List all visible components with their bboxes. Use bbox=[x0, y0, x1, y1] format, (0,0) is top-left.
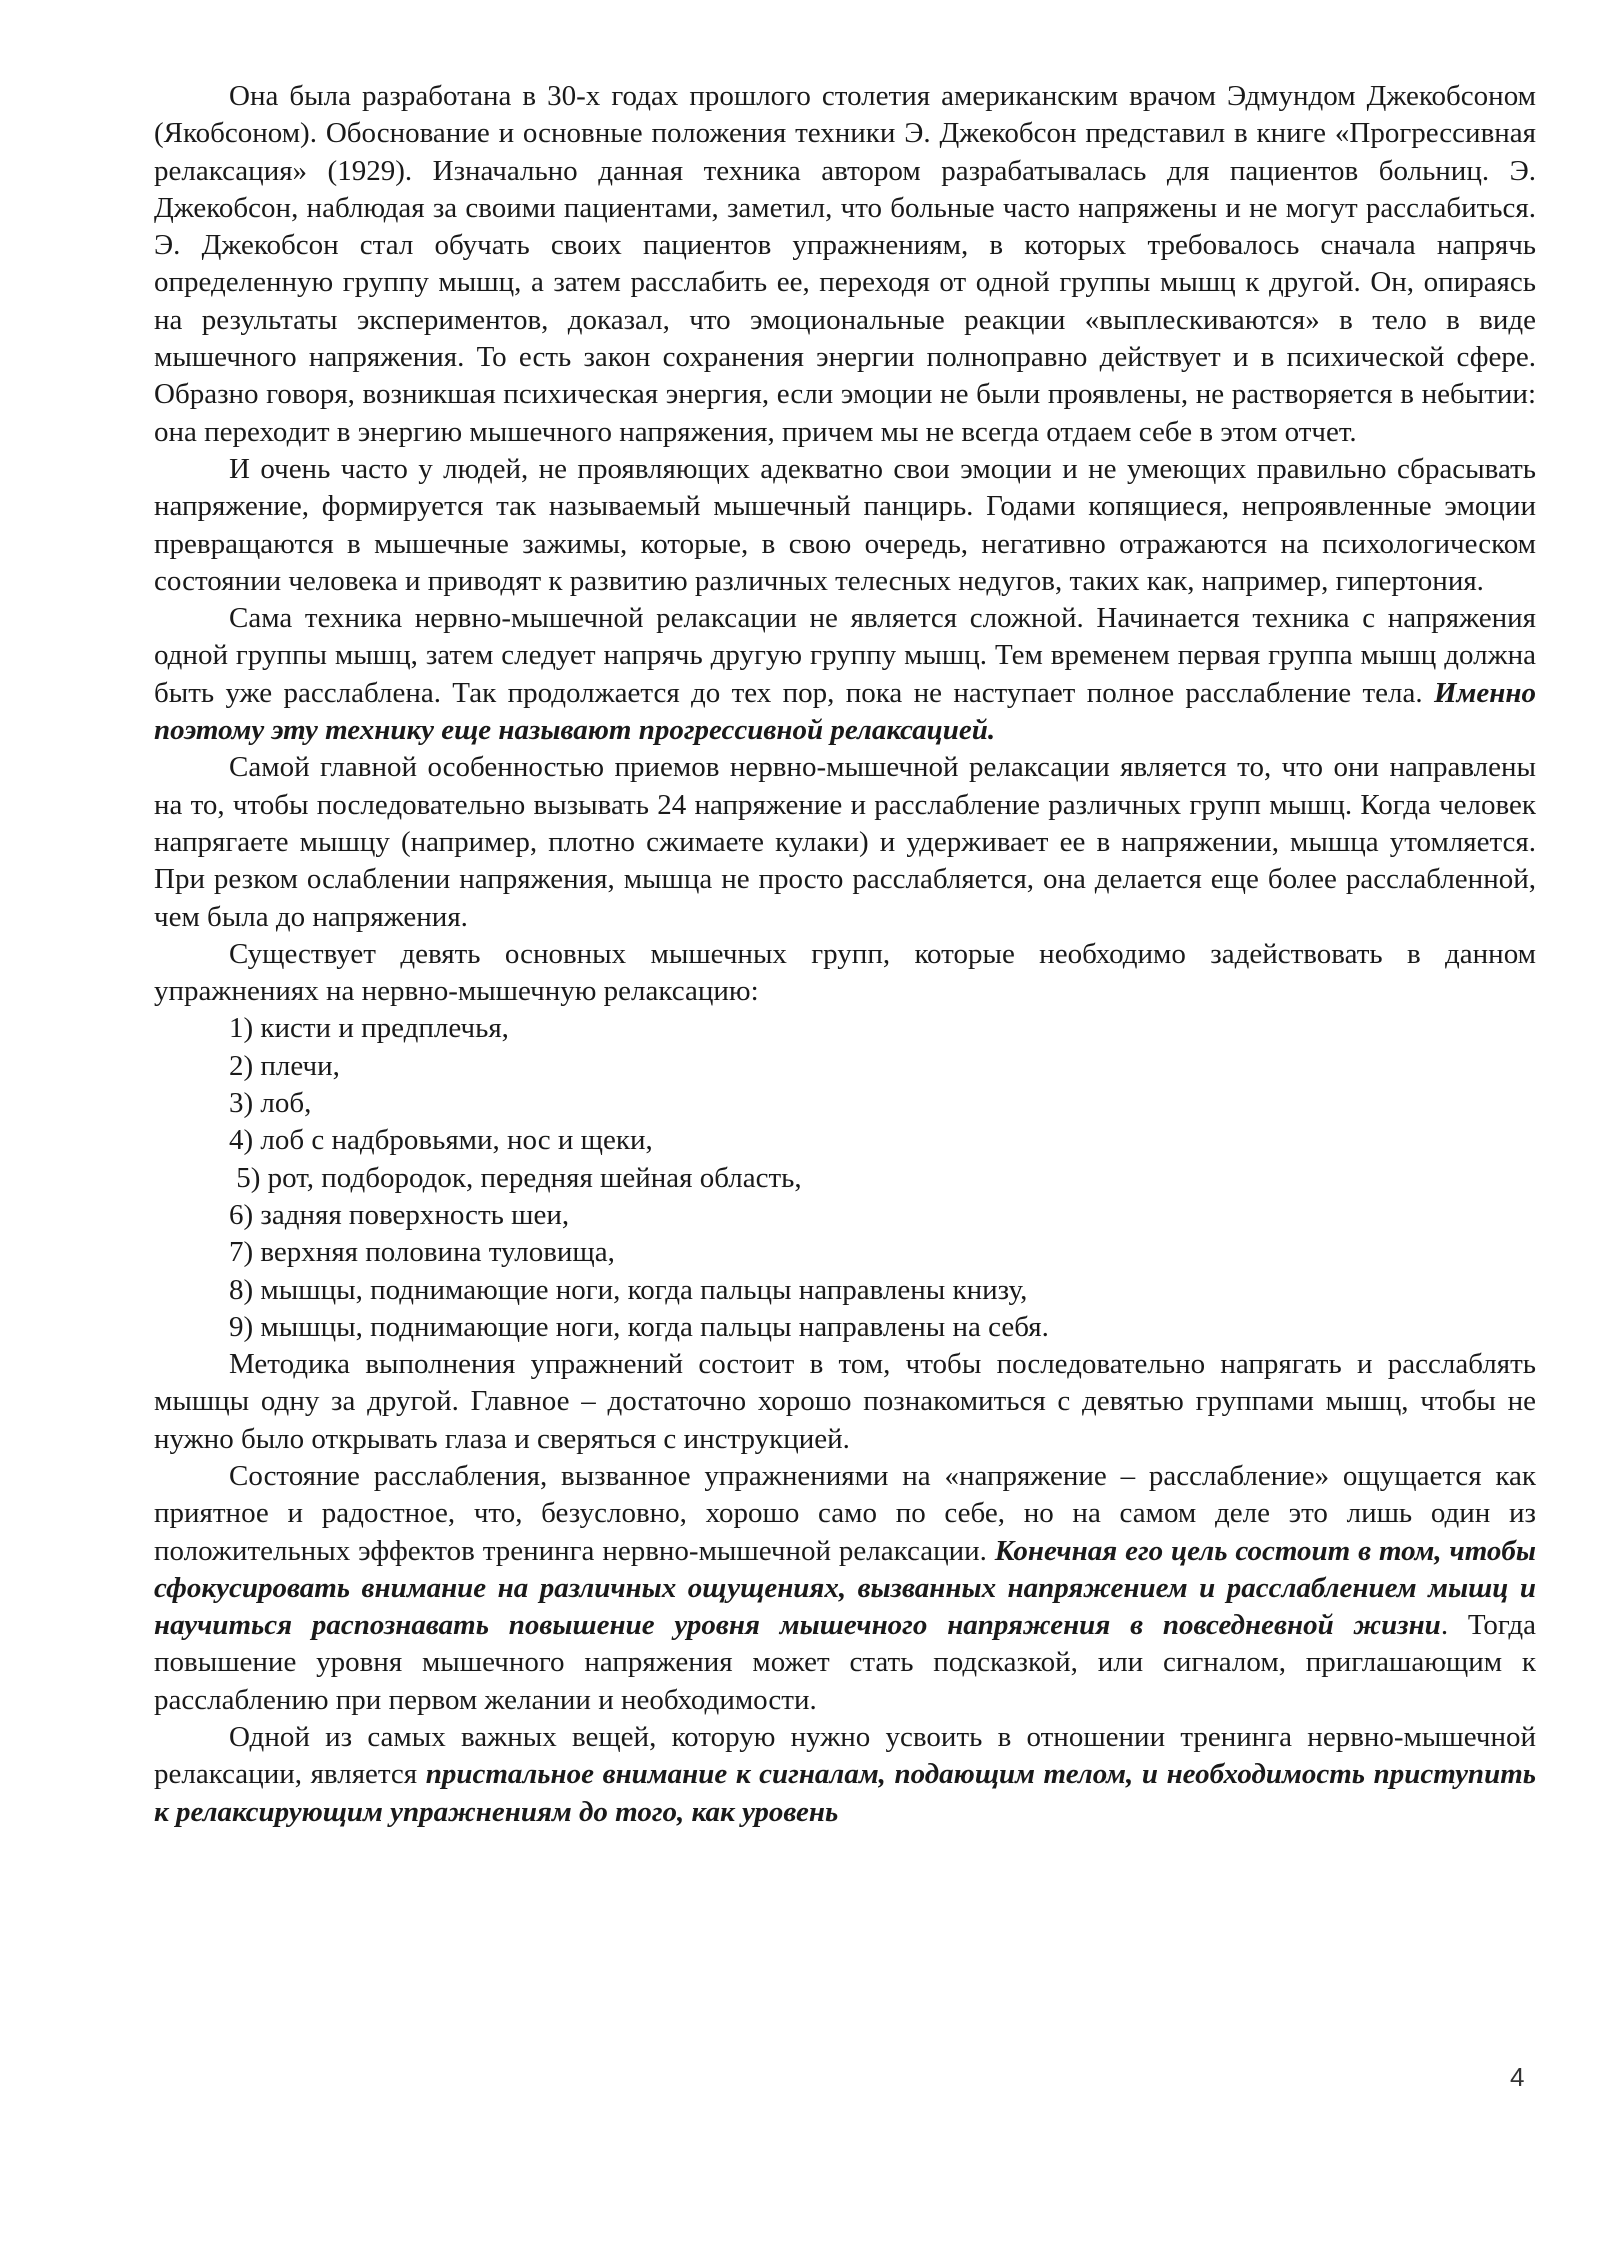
paragraph-method bbox=[154, 1346, 1536, 1458]
paragraph-nine-groups-intro bbox=[154, 936, 1536, 1011]
list-item: 4) лоб с надбровьями, нос и щеки, bbox=[229, 1124, 653, 1157]
paragraph-text: Методика выполнения упражнений состоит в том, чтобы последовательно напрягать и расслаблять мышцы одну за другой. Главное – достаточно хорошо познакомиться с девятью группами мышц, чтобы не нужно было открывать глаза и сверяться с инструкцией. bbox=[154, 1348, 1536, 1455]
list-item: 2) плечи, bbox=[229, 1049, 340, 1082]
paragraph-text: Самой главной особенностью приемов нервно-мышечной релаксации является то, что они направлены на то, чтобы последовательно вызывать 24 напряжение и расслабление различных групп мышц. Когда человек напрягаете мышцу (например, плотно сжимаете кулаки) и удерживает ее в напряжении, мышца утомляется. При резком ослаблении напряжения, мышца не просто расслабляется, она делается еще более расслабленной, чем была до напряжения. bbox=[154, 751, 1536, 933]
emphasized-text: пристальное внимание к сигналам, подающим телом, и необходимость приступить к релаксирующим упражнениям до того, как уровень bbox=[154, 1758, 1537, 1828]
paragraph-text: Одной из самых важных вещей, которую нужно усвоить в отношении тренинга нервно-мышечной релаксации, является bbox=[154, 1721, 1536, 1791]
list-item: 6) задняя поверхность шеи, bbox=[229, 1198, 570, 1231]
paragraph-text: Она была разработана в 30-х годах прошлого столетия американским врачом Эдмундом Джекобсоном (Якобсоном). Обоснование и основные положения техники Э. Джекобсон представил в книге «Прогрессивная релаксация» (1929). Изначально данная техника автором разрабатывалась для пациентов больниц. Э. Джекобсон, наблюдая за своими пациентами, заметил, что больные часто напряжены и не могут расслабиться. Э. Джекобсон стал обучать своих пациентов упражнениям, в которых требовалось сначала напрячь определенную группу мышц, а затем расслабить ее, переходя от одной группы мышц к другой. Он, опираясь на результаты экспериментов, доказал, что эмоциональные реакции «выплескиваются» в тело в виде мышечного напряжения. То есть закон сохранения энергии полноправно действует и в психической сфере. Образно говоря, возникшая психическая энергия, если эмоции не были проявлены, не растворяется в небытии: она переходит в энергию мышечного напряжения, причем мы не всегда отдаем себе в этом отчет. bbox=[154, 80, 1536, 448]
emphasized-text: Именно поэтому эту технику еще называют прогрессивной релаксацией. bbox=[154, 676, 1536, 747]
paragraph-text: И очень часто у людей, не проявляющих адекватно свои эмоции и не умеющих правильно сбрасывать напряжение, формируется так называемый мышечный панцирь. Годами копящиеся, непроявленные эмоции превращаются в мышечные зажимы, которые, в свою очередь, негативно отражаются на психологическом состоянии человека и приводят к развитию различных телесных недугов, таких как, например, гипертония. bbox=[154, 452, 1536, 597]
paragraph-muscle-armor bbox=[154, 451, 1536, 600]
list-item: 9) мышцы, поднимающие ноги, когда пальцы направлены на себя. bbox=[229, 1310, 1049, 1343]
page-number: 4 bbox=[1510, 2062, 1525, 2092]
paragraph-main-feature bbox=[154, 749, 1536, 935]
paragraph-jacobson-history bbox=[154, 78, 1536, 451]
list-item: 1) кисти и предплечья, bbox=[229, 1012, 509, 1045]
list-item: 8) мышцы, поднимающие ноги, когда пальцы направлены книзу, bbox=[229, 1273, 1028, 1306]
paragraph-text: Состояние расслабления, вызванное упражнениями на «напряжение – расслабление» ощущается как приятное и радостное, что, безусловно, хорошо само по себе, но на самом деле это лишь один из положительных эффектов тренинга нервно-мышечной релаксации. bbox=[154, 1459, 1536, 1567]
paragraph-important-things bbox=[154, 1719, 1536, 1831]
paragraph-text: Существует девять основных мышечных групп, которые необходимо задействовать в данном упражнениях на нервно-мышечную релаксацию: bbox=[154, 937, 1536, 1008]
list-item: 3) лоб, bbox=[229, 1087, 312, 1120]
muscle-groups-list bbox=[154, 1010, 1536, 1346]
document-page bbox=[154, 78, 1536, 1831]
paragraph-text: Сама техника нервно-мышечной релаксации не является сложной. Начинается техника с напряжения одной группы мышц, затем следует напрячь другую группу мышц. Тем временем первая группа мышц должна быть уже расслаблена. Так продолжается до тех пор, пока не наступает полное расслабление тела. bbox=[154, 602, 1536, 709]
paragraph-relaxation-state bbox=[154, 1458, 1536, 1719]
emphasized-text: Конечная его цель состоит в том, чтобы сфокусировать внимание на различных ощущениях, вызванных напряжением и расслаблением мышц и научиться распознавать повышение уровня мышечного напряжения в повседневной жизни bbox=[154, 1534, 1537, 1642]
list-item: 7) верхняя половина туловища, bbox=[229, 1236, 615, 1269]
paragraph-text: . Тогда повышение уровня мышечного напряжения может стать подсказкой, или сигналом, приглашающим к расслаблению при первом желании и необходимости. bbox=[154, 1609, 1536, 1716]
paragraph-technique bbox=[154, 600, 1536, 749]
list-item: 5) рот, подбородок, передняя шейная область, bbox=[229, 1161, 802, 1194]
